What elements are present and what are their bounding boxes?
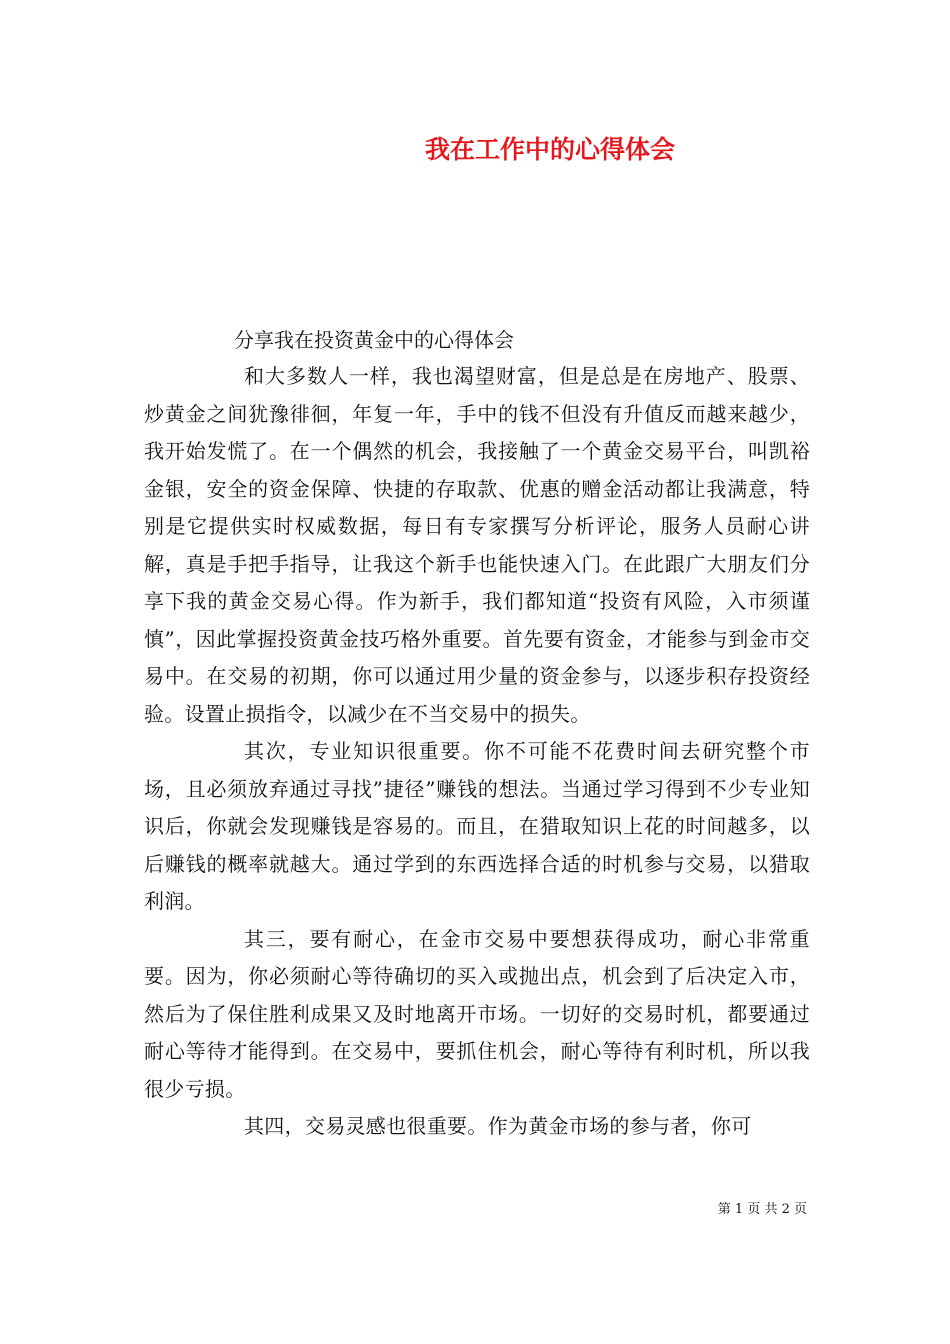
body-text <box>144 358 810 1146</box>
page-title: 我在工作中的心得体会 <box>424 135 675 164</box>
paragraph-4: 其四，交易灵感也很重要。作为黄金市场的参与者，你可 <box>244 1114 752 1138</box>
paragraph-1: 和大多数人一样，我也渴望财富，但是总是在房地产、股票、炒黄金之间犹豫徘徊，年复一年，手中的钱不但没有升值反而越来越少，我开始发慌了。在一个偶然的机会，我接触了一个黄金交易平台，叫凯裕金银，安全的资金保障、快捷的存取款、优惠的赠金活动都让我满意，特别是它提供实时权威数据，每日有专家撰写分析评论，服务人员耐心讲解，真是手把手指导，让我这个新手也能快速入门。在此跟广大朋友们分享下我的黄金交易心得。作为新手，我们都知道“投资有风险，入市须谨慎”，因此掌握投资黄金技巧格外重要。首先要有资金，才能参与到金市交易中。在交易的初期，你可以通过用少量的资金参与，以逐步积存投资经验。设置止损指令，以减少在不当交易中的损失。 <box>144 364 810 726</box>
page-number: 第 1 页 共 2 页 <box>717 1202 807 1217</box>
subtitle: 分享我在投资黄金中的心得体会 <box>234 328 514 352</box>
paragraph-2: 其次，专业知识很重要。你不可能不花费时间去研究整个市场，且必须放弃通过寻找”捷径”赚钱的想法。当通过学习得到不少专业知识后，你就会发现赚钱是容易的。而且，在猎取知识上花的时间越多，以后赚钱的概率就越大。通过学到的东西选择合适的时机参与交易，以猎取利润。 <box>144 739 810 913</box>
paragraph-3: 其三，要有耐心，在金市交易中要想获得成功，耐心非常重要。因为，你必须耐心等待确切的买入或抛出点，机会到了后决定入市，然后为了保住胜利成果又及时地离开市场。一切好的交易时机，都要通过耐心等待才能得到。在交易中，要抓住机会，耐心等待有利时机，所以我很少亏损。 <box>144 926 810 1101</box>
